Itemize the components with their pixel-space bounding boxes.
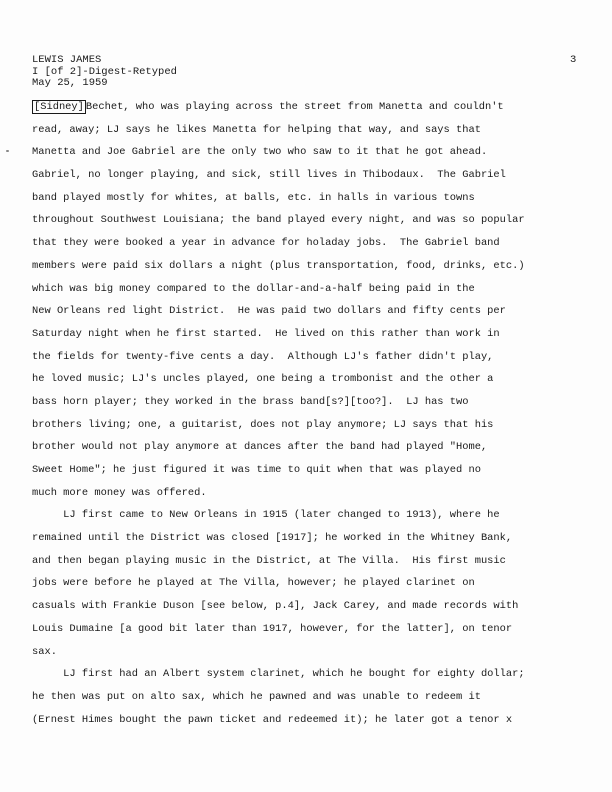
- header-name: LEWIS JAMES: [32, 54, 102, 66]
- paragraph-3-line: (Ernest Himes bought the pawn ticket and redeemed it); he later got a tenor x: [32, 713, 513, 726]
- paragraph-1-line: brothers living; one, a guitarist, does not play anymore; LJ says that his: [32, 418, 494, 431]
- paragraph-2-line: sax.: [32, 645, 57, 658]
- scan-speck: [6, 150, 9, 152]
- paragraph-1-line: read, away; LJ says he likes Manetta for helping that way, and says that: [32, 123, 481, 136]
- paragraph-1-line: Gabriel, no longer playing, and sick, still lives in Thibodaux. The Gabriel: [32, 169, 506, 182]
- paragraph-1-line: Saturday night when he first started. He lived on this rather than work in: [32, 327, 500, 340]
- paragraph-1-line: the fields for twenty-five cents a day. Although LJ's father didn't play,: [32, 350, 494, 363]
- paragraph-2-line: remained until the District was closed [1917]; he worked in the Whitney Bank,: [32, 532, 513, 545]
- header-date: May 25, 1959: [32, 77, 108, 89]
- paragraph-2-line: LJ first came to New Orleans in 1915 (later changed to 1913), where he: [32, 509, 500, 522]
- paragraph-1-line: Sweet Home"; he just figured it was time to quit when that was played no: [32, 464, 481, 476]
- line-text: Bechet, who was playing across the street from Manetta and couldn't: [85, 101, 504, 113]
- paragraph-3-line: LJ first had an Albert system clarinet, which he bought for eighty dollar;: [32, 668, 525, 681]
- page-number: 3: [570, 54, 577, 66]
- header-tape: I [of 2]-Digest-Retyped: [32, 65, 177, 78]
- boxed-name: [Sidney]: [34, 101, 84, 113]
- paragraph-1-line-1: [32, 96, 612, 119]
- paragraph-1-line: band played mostly for whites, at balls, etc. in halls in various towns: [32, 191, 475, 204]
- paragraph-2-line: jobs were before he played at The Villa, however; he played clarinet on: [32, 577, 475, 590]
- document-header: [32, 55, 582, 90]
- paragraph-2-line: and then began playing music in the District, at The Villa. His first music: [32, 554, 506, 567]
- paragraph-1-line: Manetta and Joe Gabriel are the only two who saw to it that he got ahead.: [32, 146, 488, 159]
- paragraph-1-line: throughout Southwest Louisiana; the band played every night, and was so popular: [32, 214, 525, 227]
- paragraph-1-line: brother would not play anymore at dances after the band had played "Home,: [32, 441, 488, 454]
- paragraph-1-line: much more money was offered.: [32, 486, 207, 499]
- paragraph-2-line: Louis Dumaine [a good bit later than 1917, however, for the latter], on tenor: [32, 622, 513, 635]
- paragraph-1-line: New Orleans red light District. He was paid two dollars and fifty cents per: [32, 305, 506, 318]
- paragraph-1-line: he loved music; LJ's uncles played, one being a trombonist and the other a: [32, 373, 494, 386]
- paragraph-1-line: that they were booked a year in advance for holaday jobs. The Gabriel band: [32, 237, 500, 250]
- paragraph-3-line: he then was put on alto sax, which he pawned and was unable to redeem it: [32, 690, 481, 703]
- paragraph-2-line: casuals with Frankie Duson [see below, p.4], Jack Carey, and made records with: [32, 600, 519, 613]
- paragraph-1-line: members were paid six dollars a night (plus transportation, food, drinks, etc.): [32, 259, 525, 272]
- paragraph-1-line: which was big money compared to the dollar-and-a-half being paid in the: [32, 282, 475, 295]
- paragraph-1-line: bass horn player; they worked in the brass band[s?][too?]. LJ has two: [32, 395, 469, 408]
- transcript-body: [32, 96, 612, 731]
